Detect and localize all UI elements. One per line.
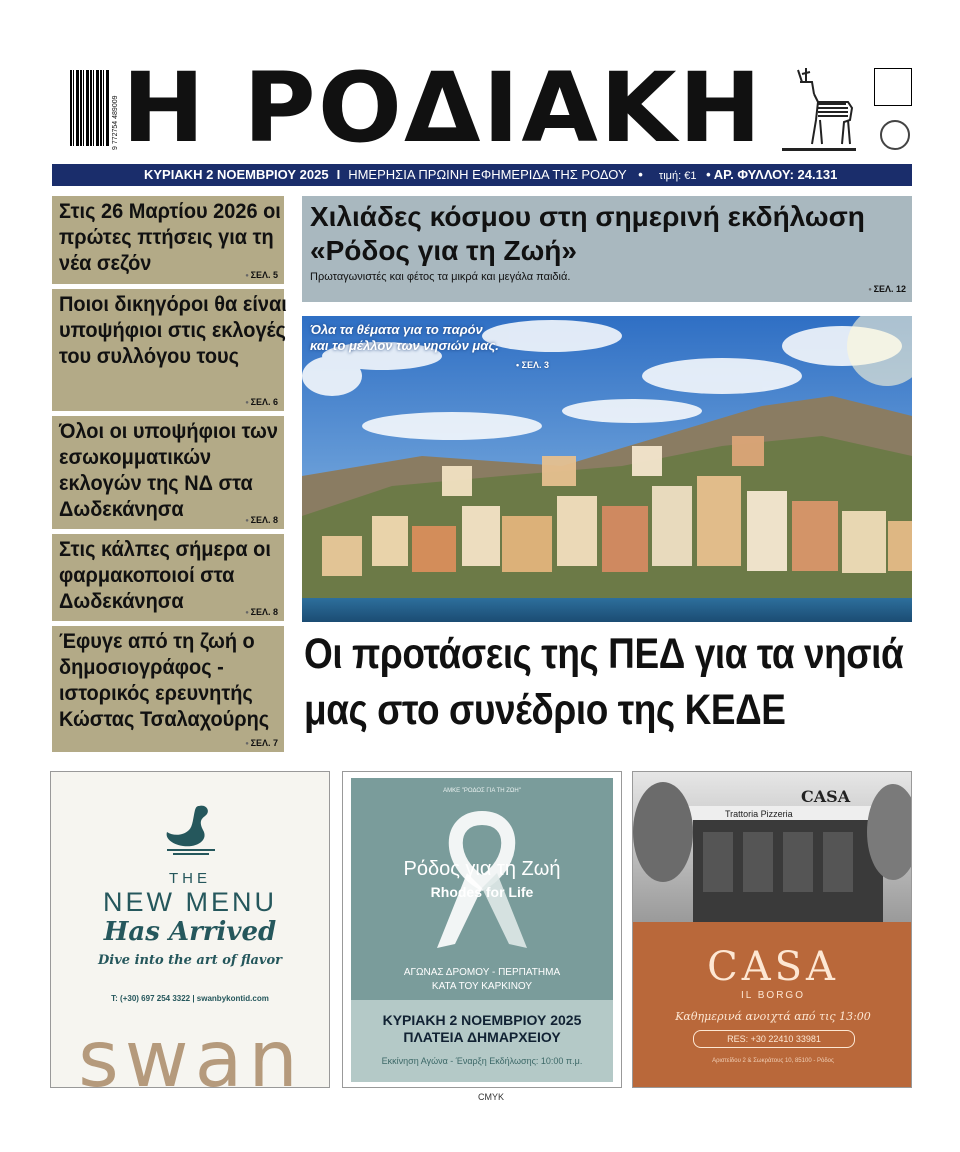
- ribbon-icon: [427, 808, 537, 958]
- ad-casa-logo: CASA: [707, 944, 839, 990]
- ad-address: Αριστείδου 2 & Σωκράτους 10, 85100 - Ρόδος: [712, 1058, 834, 1064]
- story-obituary[interactable]: [52, 626, 284, 752]
- top-story[interactable]: [302, 196, 912, 302]
- restaurant-photo: [633, 772, 912, 922]
- ad-casa-il-borgo[interactable]: [632, 771, 912, 1088]
- deer-logo-icon: [778, 64, 860, 154]
- photo-caption: [310, 322, 499, 354]
- story-page-ref: ● ΣΕΛ. 6: [245, 397, 278, 407]
- ad-org: ΑΜΚΕ "ΡΟΔΟΣ ΓΙΑ ΤΗ ΖΩΗ": [443, 788, 521, 794]
- ad-event-desc-line: ΑΓΩΝΑΣ ΔΡΟΜΟΥ - ΠΕΡΠΑΤΗΜΑ: [403, 967, 561, 978]
- ad-event-desc: [351, 966, 613, 994]
- ad-reservations: RES: +30 22410 33981: [693, 1030, 855, 1048]
- top-story-page-ref: ● ΣΕΛ. 12: [868, 284, 906, 294]
- issue-date: ΚΥΡΙΑΚΗ 2 ΝΟΕΜΒΡΙΟΥ 2025: [144, 167, 329, 182]
- bullet: •: [638, 167, 643, 182]
- cmyk-mark: CMYK: [478, 1092, 505, 1102]
- main-headline[interactable]: [304, 626, 906, 738]
- story-page-ref: ● ΣΕΛ. 8: [245, 515, 278, 525]
- ad-event-title: Ρόδος για τη Ζωή: [403, 858, 561, 880]
- ad-event-place: ΠΛΑΤΕΙΑ ΔΗΜΑΡΧΕΙΟΥ: [403, 1029, 561, 1045]
- ad-new-menu: NEW MENU: [103, 887, 277, 917]
- story-page-ref: ● ΣΕΛ. 7: [245, 738, 278, 748]
- top-story-headline: Χιλιάδες κόσμου στη σημερινή εκδήλωση «Ρόδος για τη Ζωή»: [310, 201, 865, 266]
- casa-sign: CASA: [801, 787, 851, 806]
- photo-caption-line: Όλα τα θέματα για το παρόν: [310, 322, 483, 337]
- story-page-ref: ● ΣΕΛ. 8: [245, 607, 278, 617]
- ad-event-title-en: Rhodes for Life: [430, 884, 534, 900]
- ad-hours: Καθημερινά ανοιχτά από τις 13:00: [675, 1010, 871, 1023]
- ad-contact: T: (+30) 697 254 3322 | swanbykontid.com: [111, 994, 269, 1003]
- ad-rodos-gia-ti-zoi[interactable]: [342, 771, 622, 1088]
- ad-swan[interactable]: [50, 771, 330, 1088]
- story-headline: Στις 26 Μαρτίου 2026 οι πρώτες πτήσεις για τη νέα σεζόν: [59, 200, 281, 275]
- main-headline-line: μας στο συνέδριο της ΚΕΔΕ: [304, 686, 786, 734]
- masthead-title: Η ΡΟΔΙΑΚΗ: [122, 52, 764, 164]
- story-page-ref: ● ΣΕΛ. 5: [245, 270, 278, 280]
- ad-event-details: [351, 1000, 613, 1082]
- ad-event-date: [351, 1012, 613, 1046]
- symi-harbor-photo[interactable]: [302, 316, 912, 622]
- separator: I: [336, 167, 341, 182]
- ad-has-arrived: Has Arrived: [103, 917, 277, 947]
- issue-number: • ΑΡ. ΦΥΛΛΟΥ: 24.131: [706, 167, 838, 182]
- tagline: ΗΜΕΡΗΣΙΑ ΠΡΩΙΝΗ ΕΦΗΜΕΡΙΔΑ ΤΗΣ ΡΟΔΟΥ: [348, 167, 627, 182]
- story-headline: Όλοι οι υποψήφιοι των εσωκομματικών εκλογών της ΝΔ στα Δωδεκάνησα: [59, 420, 278, 521]
- date-bar: [52, 164, 912, 186]
- photo-page-ref: • ΣΕΛ. 3: [516, 360, 550, 370]
- swan-icon: [159, 800, 223, 856]
- story-headline: Ποιοι δικηγόροι θα είναι υποψήφιοι στις εκλογές του συλλόγου τους: [59, 293, 287, 368]
- ad-event-panel: [351, 778, 613, 1000]
- story-headline: Έφυγε από τη ζωή ο δημοσιογράφος - ιστορικός ερευνητής Κώστας Τσαλαχούρης: [59, 630, 270, 731]
- story-flights[interactable]: [52, 196, 284, 284]
- certification-badge: [874, 68, 914, 156]
- barcode: 9 772754 489009: [70, 70, 118, 152]
- ad-event-start: Εκκίνηση Αγώνα - Έναρξη Εκδήλωσης: 10:00 π.μ.: [381, 1056, 583, 1066]
- ad-the: THE: [169, 870, 211, 887]
- story-headline: Στις κάλπες σήμερα οι φαρμακοποιοί στα Δωδεκάνησα: [59, 538, 271, 613]
- story-pharmacists[interactable]: [52, 534, 284, 621]
- ad-swan-brand: swan: [78, 1015, 304, 1088]
- photo-caption-line: και το μέλλον των νησιών μας.: [310, 338, 499, 353]
- top-story-subhead: Πρωταγωνιστές και φέτος τα μικρά και μεγάλα παιδιά.: [310, 271, 571, 283]
- casa-sign-sub: Trattoria Pizzeria: [725, 809, 793, 819]
- ad-borgo: IL BORGO: [741, 990, 805, 1001]
- main-headline-line: Οι προτάσεις της ΠΕΔ για τα νησιά: [304, 630, 904, 678]
- ad-dive: Dive into the art of flavor: [98, 953, 282, 968]
- ad-event-date-line: ΚΥΡΙΑΚΗ 2 ΝΟΕΜΒΡΙΟΥ 2025: [382, 1012, 582, 1028]
- story-nd-candidates[interactable]: [52, 416, 284, 529]
- story-lawyers[interactable]: [52, 289, 287, 411]
- price: τιμή: €1: [658, 170, 697, 182]
- ad-event-desc-line: ΚΑΤΑ ΤΟΥ ΚΑΡΚΙΝΟΥ: [431, 981, 533, 992]
